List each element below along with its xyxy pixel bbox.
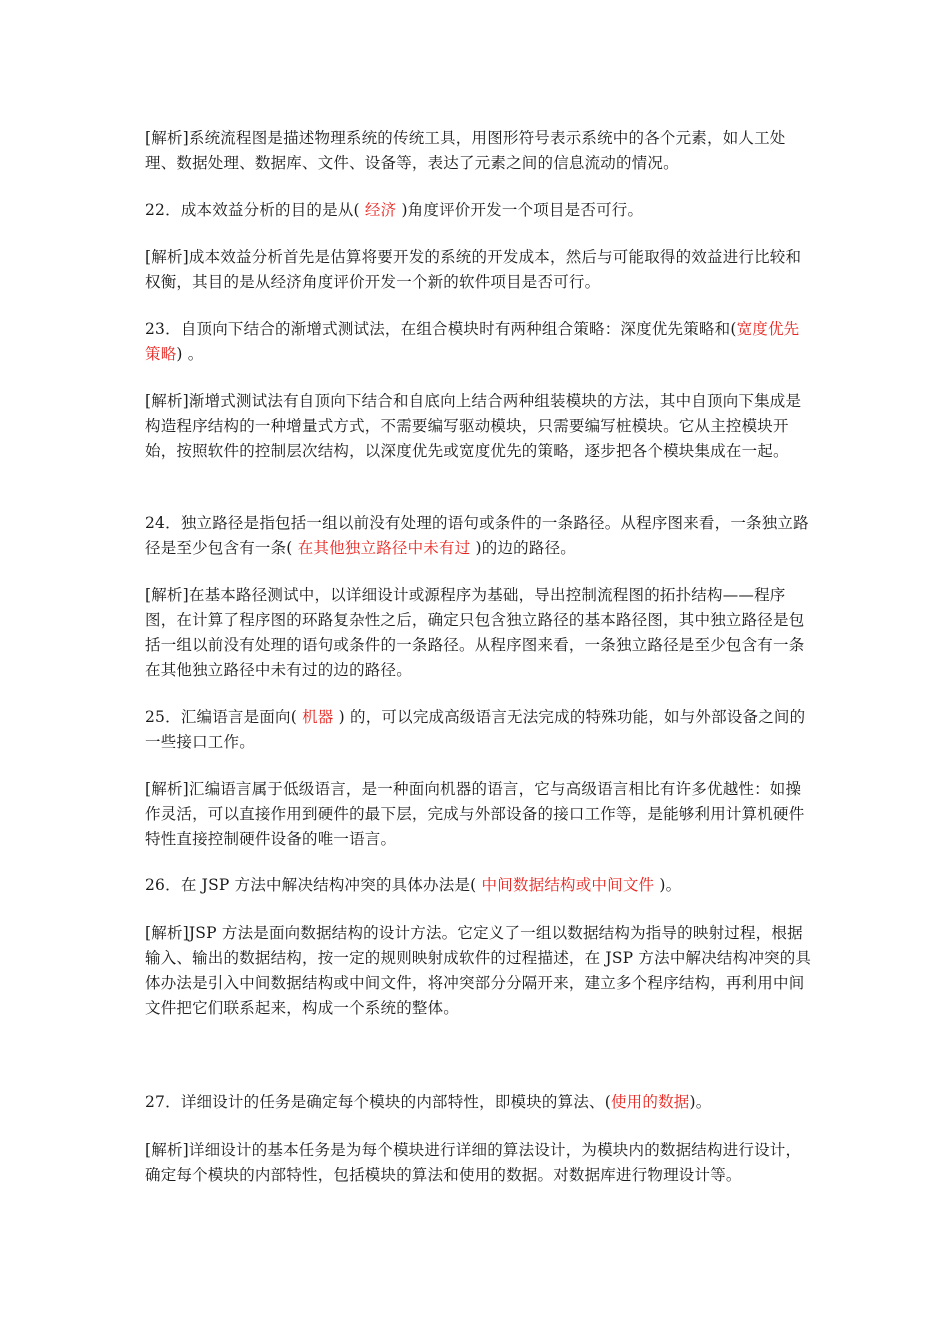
analysis-24: [解析]在基本路径测试中，以详细设计或源程序为基础，导出控制流程图的拓扑结构——程序图，在计算了程序图的环路复杂性之后，确定只包含独立路径的基本路径图，其中独立路径是包括一组以前没有处理的语句或条件的一条路径。从程序图来看，一条独立路径是至少包含有一条在其他独立路径中未有过的边的路径。	[145, 586, 805, 679]
question-27-text: 27．详细设计的任务是确定每个模块的内部特性，即模块的算法、(	[145, 1093, 611, 1111]
answer-27: 使用的数据	[610, 1093, 690, 1111]
answer-24: 在其他独立路径中未有过	[297, 539, 471, 557]
question-22-tail: )角度评价开发一个项目是否可行。	[396, 201, 644, 219]
question-23-text: 23．自顶向下结合的渐增式测试法，在组合模块时有两种组合策略：深度优先策略和(	[145, 320, 737, 338]
question-24-text: 24．独立路径是指包括一组以前没有处理的语句或条件的一条路径。从程序图来看，一条独立路径是至少包含有一条(	[145, 514, 809, 557]
question-23	[145, 317, 813, 367]
question-27-tail: )。	[689, 1093, 712, 1111]
question-25-text: 25．汇编语言是面向(	[145, 708, 303, 726]
question-27	[145, 1090, 813, 1115]
question-26-text: 26．在 JSP 方法中解决结构冲突的具体办法是(	[145, 876, 482, 894]
analysis-23: [解析]渐增式测试法有自顶向下结合和自底向上结合两种组装模块的方法，其中自顶向下集成是构造程序结构的一种增量式方式，不需要编写驱动模块，只需要编写桩模块。它从主控模块开始，按照软件的控制层次结构，以深度优先或宽度优先的策略，逐步把各个模块集成在一起。	[145, 392, 802, 460]
question-23-tail: ) 。	[176, 345, 204, 363]
answer-26: 中间数据结构或中间文件	[481, 876, 655, 894]
analysis-21: [解析]系统流程图是描述物理系统的传统工具，用图形符号表示系统中的各个元素，如人工处理、数据处理、数据库、文件、设备等，表达了元素之间的信息流动的情况。	[145, 129, 786, 172]
question-24-tail: )的边的路径。	[470, 539, 576, 557]
question-22-text: 22．成本效益分析的目的是从(	[145, 201, 365, 219]
question-26	[145, 873, 813, 898]
analysis-26: [解析]JSP 方法是面向数据结构的设计方法。它定义了一组以数据结构为指导的映射过程，根据输入、输出的数据结构，按一定的规则映射成软件的过程描述，在 JSP 方法中解决结构冲突的具体办法是引入中间数据结构或中间文件，将冲突部分分隔开来，建立多个程序结构，再利用中间文件把它们联系起来，构成一个系统的整体。	[145, 924, 812, 1017]
question-25	[145, 705, 813, 755]
question-22	[145, 198, 813, 223]
question-26-tail: )。	[654, 876, 682, 894]
answer-23: 宽度优先策略	[145, 320, 800, 363]
answer-22: 经济	[364, 201, 397, 219]
question-25-tail: ) 的，可以完成高级语言无法完成的特殊功能，如与外部设备之间的一些接口工作。	[145, 708, 806, 751]
question-24	[145, 511, 813, 561]
answer-25: 机器	[302, 708, 334, 726]
analysis-25: [解析]汇编语言属于低级语言，是一种面向机器的语言，它与高级语言相比有许多优越性：如操作灵活，可以直接作用到硬件的最下层，完成与外部设备的接口工作等，是能够利用计算机硬件特性直接控制硬件设备的唯一语言。	[145, 780, 805, 848]
analysis-22: [解析]成本效益分析首先是估算将要开发的系统的开发成本，然后与可能取得的效益进行比较和权衡，其目的是从经济角度评价开发一个新的软件项目是否可行。	[145, 248, 802, 291]
analysis-27: [解析]详细设计的基本任务是为每个模块进行详细的算法设计，为模块内的数据结构进行设计，确定每个模块的内部特性，包括模块的算法和使用的数据。对数据库进行物理设计等。	[145, 1141, 802, 1184]
